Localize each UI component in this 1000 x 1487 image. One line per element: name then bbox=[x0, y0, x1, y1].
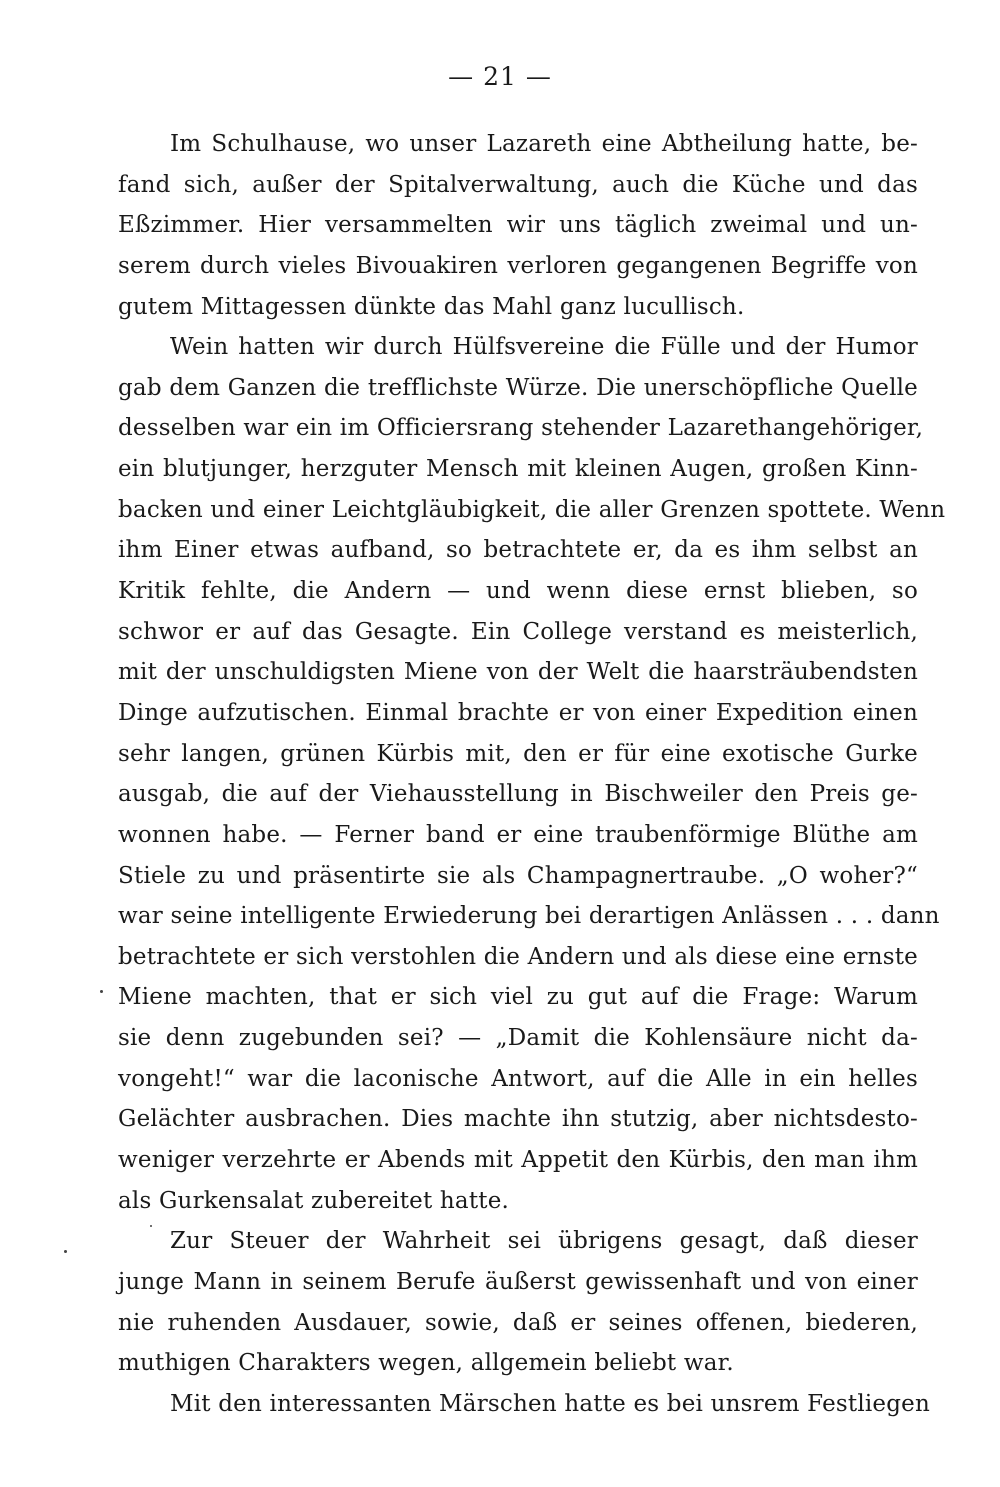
text-line: Eßzimmer. Hier versammelten wir uns täglich zweimal und un- bbox=[118, 212, 918, 239]
text-line: vongeht!“ war die laconische Antwort, auf die Alle in ein helles bbox=[118, 1065, 918, 1092]
text-line: Wein hatten wir durch Hülfsvereine die Fülle und der Humor bbox=[170, 334, 918, 361]
text-line: ein blutjunger, herzguter Mensch mit kleinen Augen, großen Kinn- bbox=[118, 456, 918, 483]
text-line: Miene machten, that er sich viel zu gut auf die Frage: Warum bbox=[118, 984, 918, 1011]
text-line: serem durch vieles Bivouakiren verloren gegangenen Begriffe von bbox=[118, 252, 918, 279]
text-line: desselben war ein im Officiersrang stehender Lazarethangehöriger, bbox=[118, 415, 924, 442]
page-number: — 21 — bbox=[448, 62, 552, 91]
text-line: Zur Steuer der Wahrheit sei übrigens gesagt, daß dieser bbox=[170, 1228, 918, 1255]
text-line: weniger verzehrte er Abends mit Appetit den Kürbis, den man ihm bbox=[118, 1147, 918, 1174]
ink-speck bbox=[150, 1225, 152, 1227]
text-line: backen und einer Leichtgläubigkeit, die aller Grenzen spottete. Wenn bbox=[118, 496, 946, 523]
text-line: Im Schulhause, wo unser Lazareth eine Abtheilung hatte, be- bbox=[170, 131, 918, 157]
text-line: junge Mann in seinem Berufe äußerst gewissenhaft und von einer bbox=[118, 1268, 918, 1295]
body-text bbox=[118, 124, 946, 1425]
text-line: Mit den interessanten Märschen hatte es bei unsrem Festliegen bbox=[170, 1390, 930, 1417]
text-line: schwor er auf das Gesagte. Ein College verstand es meisterlich, bbox=[118, 618, 918, 645]
text-line: Gelächter ausbrachen. Dies machte ihn stutzig, aber nichtsdesto- bbox=[118, 1106, 918, 1133]
text-line: fand sich, außer der Spitalverwaltung, auch die Küche und das bbox=[118, 171, 918, 198]
text-line: Dinge aufzutischen. Einmal brachte er von einer Expedition einen bbox=[118, 699, 918, 726]
text-line: gab dem Ganzen die trefflichste Würze. Die unerschöpfliche Quelle bbox=[118, 374, 918, 401]
text-line: war seine intelligente Erwiederung bei derartigen Anlässen . . . dann bbox=[118, 903, 940, 930]
text-line: wonnen habe. — Ferner band er eine traubenförmige Blüthe am bbox=[118, 821, 918, 848]
text-line: Stiele zu und präsentirte sie als Champagnertraube. „O woher?“ bbox=[118, 862, 918, 889]
text-line: Kritik fehlte, die Andern — und wenn diese ernst blieben, so bbox=[118, 578, 918, 605]
text-line: ausgab, die auf der Viehausstellung in Bischweiler den Preis ge- bbox=[118, 781, 918, 808]
text-line: sehr langen, grünen Kürbis mit, den er für eine exotische Gurke bbox=[118, 740, 918, 767]
text-line: betrachtete er sich verstohlen die Andern und als diese eine ernste bbox=[118, 943, 918, 970]
ink-speck bbox=[64, 1250, 67, 1253]
text-line: nie ruhenden Ausdauer, sowie, daß er seines offenen, biederen, bbox=[118, 1309, 918, 1336]
text-line: ihm Einer etwas aufband, so betrachtete er, da es ihm selbst an bbox=[118, 537, 918, 564]
text-line: gutem Mittagessen dünkte das Mahl ganz lucullisch. bbox=[118, 293, 745, 320]
text-line: mit der unschuldigsten Miene von der Welt die haarsträubendsten bbox=[118, 659, 918, 686]
ink-speck bbox=[100, 990, 103, 993]
text-line: als Gurkensalat zubereitet hatte. bbox=[118, 1187, 510, 1214]
text-line: muthigen Charakters wegen, allgemein beliebt war. bbox=[118, 1350, 734, 1377]
text-line: sie denn zugebunden sei? — „Damit die Kohlensäure nicht da- bbox=[118, 1025, 918, 1052]
